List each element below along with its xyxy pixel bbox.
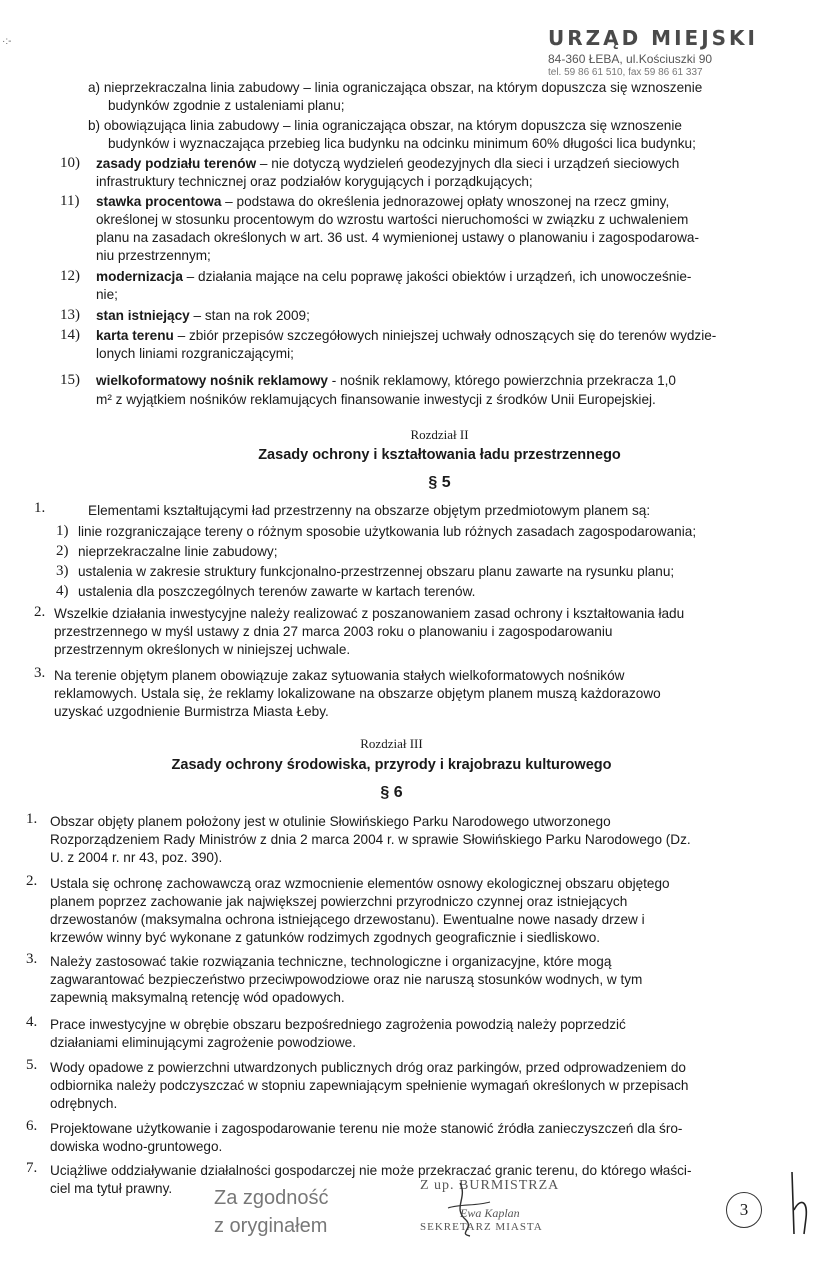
def-item-10 bbox=[96, 156, 679, 172]
def-a-line1: a) nieprzekraczalna linia zabudowy – linia ograniczająca obszar, na którym dopuszcza się wznoszenie bbox=[88, 80, 703, 95]
initials-mark bbox=[786, 1170, 814, 1240]
sub-text: linie rozgraniczające tereny o różnym sposobie użytkowania lub różnych zasadach zagospodarowania; bbox=[78, 524, 697, 539]
copy-stamp-line2: z oryginałem bbox=[214, 1215, 328, 1237]
point-num: 1. bbox=[26, 811, 38, 827]
paragraph-text: reklamowych. Ustala się, że reklamy lokalizowane na obszarze objętym planem muszą każdorazowo bbox=[54, 686, 661, 701]
stamp-title: URZĄD MIEJSKI bbox=[548, 26, 758, 50]
point-text: odbiornika należy podczyszczać w stopniu zapewniającym spełnienie wymagań określonych w przepisach bbox=[50, 1078, 689, 1093]
point-num: 7. bbox=[26, 1160, 38, 1176]
point-text: drzewostanów (maksymalna ochrona istniejącego drzewostanu). Ewentualne nowe nasady drzew i bbox=[50, 912, 645, 927]
sub-num: 3) bbox=[56, 563, 69, 579]
paragraph-text: Na terenie objętym planem obowiązuje zakaz sytuowania stałych wielkoformatowych nośników bbox=[54, 668, 625, 683]
def-text: – działania mające na celu poprawę jakości obiektów i urządzeń, ich unowocześnie- bbox=[182, 269, 692, 284]
point-text: Rozporządzeniem Rady Ministrów z dnia 2 marca 2004 r. w sprawie Słowińskiego Parku Narodowego (Dz. bbox=[50, 832, 691, 847]
point-text: Wody opadowe z powierzchni utwardzonych publicznych dróg oraz parkingów, przed odprowadzeniem do bbox=[50, 1060, 686, 1075]
point-text: planem poprzez zachowanie jak największej powierzchni przyrodniczo czynnej oraz istniejących bbox=[50, 894, 628, 909]
def-cont: m² z wyjątkiem nośników reklamujących finansowanie inwestycji z środków Unii Europejskiej. bbox=[96, 392, 656, 407]
point-text: odrębnych. bbox=[50, 1096, 118, 1111]
point-text: dowiska wodno-gruntowego. bbox=[50, 1139, 223, 1154]
margin-mark: ·:- bbox=[2, 36, 12, 47]
point-text: krzewów winny być wykonane z gatunków rodzimych zgodnych geograficznie i siedliskowo. bbox=[50, 930, 601, 945]
def-item-12 bbox=[96, 269, 691, 285]
def-num: 14) bbox=[60, 327, 80, 343]
point-text: działaniami eliminującymi zagrożenie powodziowe. bbox=[50, 1035, 357, 1050]
def-cont: planu na zasadach określonych w art. 36 ust. 4 wymienionej ustawy o planowaniu i zagospodarowa- bbox=[96, 230, 700, 245]
point-text: zagwarantować bezpieczeństwo przeciwpowodziowe oraz nie naruszą stosunków wodnych, w tym bbox=[50, 972, 643, 987]
point-text: ciel ma tytuł prawny. bbox=[50, 1181, 173, 1196]
paragraph-text: przestrzennego w myśl ustawy z dnia 27 marca 2003 roku o planowaniu i zagospodarowaniu bbox=[54, 624, 613, 639]
def-term: zasady podziału terenów bbox=[96, 156, 257, 171]
paragraph-text: Wszelkie działania inwestycyjne należy realizować z poszanowaniem zasad ochrony i kształtowania ładu bbox=[54, 606, 685, 621]
def-a-line2: budynków zgodnie z ustaleniami planu; bbox=[108, 98, 345, 113]
def-item-13 bbox=[96, 308, 310, 324]
point-num: 3. bbox=[26, 951, 38, 967]
def-num: 10) bbox=[60, 155, 80, 171]
def-cont: lonych liniami rozgraniczającymi; bbox=[96, 346, 294, 361]
def-num: 12) bbox=[60, 268, 80, 284]
def-text: – podstawa do określenia jednorazowej opłaty wnoszonej na rzecz gminy, bbox=[221, 194, 670, 209]
point-num: 2. bbox=[26, 873, 38, 889]
point-text: U. z 2004 r. nr 43, poz. 390). bbox=[50, 850, 223, 865]
def-cont: niu przestrzennym; bbox=[96, 248, 211, 263]
point-text: zapewnią maksymalną retencję wód opadowych. bbox=[50, 990, 345, 1005]
point-num: 6. bbox=[26, 1118, 38, 1134]
signature-scribble bbox=[440, 1178, 500, 1238]
point-text: Należy zastosować takie rozwiązania techniczne, technologiczne i organizacyjne, które mogą bbox=[50, 954, 612, 969]
paragraph-text: uzyskać uzgodnienie Burmistrza Miasta Łeby. bbox=[54, 704, 329, 719]
def-num: 15) bbox=[60, 372, 80, 388]
signature-role: SEKRETARZ MIASTA bbox=[420, 1221, 543, 1233]
def-b-line1: b) obowiązująca linia zabudowy – linia ograniczająca obszar, na którym dopuszcza się wznoszenie bbox=[88, 118, 682, 133]
sub-text: nieprzekraczalne linie zabudowy; bbox=[78, 544, 278, 559]
chapter-title: Zasady ochrony i kształtowania ładu przestrzennego bbox=[258, 447, 621, 463]
def-term: karta terenu bbox=[96, 328, 174, 343]
office-stamp bbox=[548, 26, 818, 78]
def-num: 11) bbox=[60, 193, 80, 209]
point-text: Ustala się ochronę zachowawczą oraz wzmocnienie elementów osnowy ekologicznej obszaru objętego bbox=[50, 876, 670, 891]
section-heading: § 6 bbox=[380, 784, 403, 801]
chapter-label: Rozdział III bbox=[360, 736, 423, 751]
signature-line1: Z up. BURMISTRZA bbox=[420, 1178, 560, 1193]
def-text: – zbiór przepisów szczegółowych niniejszej uchwały odnoszących się do terenów wydzie- bbox=[173, 328, 717, 343]
def-text: - nośnik reklamowy, którego powierzchnia przekracza 1,0 bbox=[327, 373, 676, 388]
stamp-address: 84-360 ŁEBA, ul.Kościuszki 90 bbox=[548, 52, 713, 66]
point-text: Obszar objęty planem położony jest w otulinie Słowińskiego Parku Narodowego utworzonego bbox=[50, 814, 611, 829]
point-text: Projektowane użytkowanie i zagospodarowanie terenu nie może stanowić źródła zanieczyszczeń dla śro- bbox=[50, 1121, 683, 1136]
def-item-14 bbox=[96, 328, 716, 344]
chapter-title: Zasady ochrony środowiska, przyrody i krajobrazu kulturowego bbox=[171, 757, 612, 773]
sub-text: ustalenia dla poszczególnych terenów zawarte w kartach terenów. bbox=[78, 584, 476, 599]
paragraph-num: 2. bbox=[34, 604, 46, 620]
signature-name: Ewa Kaplan bbox=[460, 1206, 520, 1220]
def-item-15 bbox=[96, 373, 676, 389]
point-text: Uciążliwe oddziaływanie działalności gospodarczej nie może przekraczać granic terenu, do którego właści- bbox=[50, 1163, 692, 1178]
point-num: 4. bbox=[26, 1014, 38, 1030]
sub-num: 4) bbox=[56, 583, 69, 599]
sub-num: 1) bbox=[56, 523, 69, 539]
def-cont: nie; bbox=[96, 287, 118, 302]
point-num: 5. bbox=[26, 1057, 38, 1073]
stamp-phone: tel. 59 86 61 510, fax 59 86 61 337 bbox=[548, 67, 703, 78]
def-cont: określonej w stosunku procentowym do wzrostu wartości nieruchomości w związku z uchwaleniem bbox=[96, 212, 689, 227]
def-text: – stan na rok 2009; bbox=[189, 308, 310, 323]
def-b-line2: budynków i wyznaczająca przebieg lica budynku na odcinku minimum 60% długości lica budynku; bbox=[108, 136, 696, 151]
paragraph-text: przestrzennym określonych w niniejszej uchwale. bbox=[54, 642, 351, 657]
def-num: 13) bbox=[60, 307, 80, 323]
def-term: modernizacja bbox=[96, 269, 183, 284]
paragraph-num: 3. bbox=[34, 665, 46, 681]
def-text: – nie dotyczą wydzieleń geodezyjnych dla sieci i urządzeń sieciowych bbox=[256, 156, 680, 171]
paragraph-text: Elementami kształtującymi ład przestrzenny na obszarze objętym przedmiotowym planem są: bbox=[88, 503, 651, 518]
sub-text: ustalenia w zakresie struktury funkcjonalno-przestrzennej obszaru planu zawarte na rysunku planu; bbox=[78, 564, 675, 579]
chapter-label: Rozdział II bbox=[410, 427, 469, 442]
copy-stamp-line1: Za zgodność bbox=[214, 1187, 329, 1209]
def-term: wielkoformatowy nośnik reklamowy bbox=[96, 373, 328, 388]
point-text: Prace inwestycyjne w obrębie obszaru bezpośredniego zagrożenia powodzią należy poprzedzić bbox=[50, 1017, 626, 1032]
page-number: 3 bbox=[726, 1192, 762, 1228]
sub-num: 2) bbox=[56, 543, 69, 559]
section-heading: § 5 bbox=[428, 474, 451, 491]
def-item-11 bbox=[96, 194, 669, 210]
paragraph-num: 1. bbox=[34, 500, 46, 516]
def-term: stan istniejący bbox=[96, 308, 190, 323]
certified-copy-stamp bbox=[214, 1184, 329, 1240]
def-cont: infrastruktury technicznej oraz podziałów korygujących i porządkujących; bbox=[96, 174, 533, 189]
def-term: stawka procentowa bbox=[96, 194, 222, 209]
